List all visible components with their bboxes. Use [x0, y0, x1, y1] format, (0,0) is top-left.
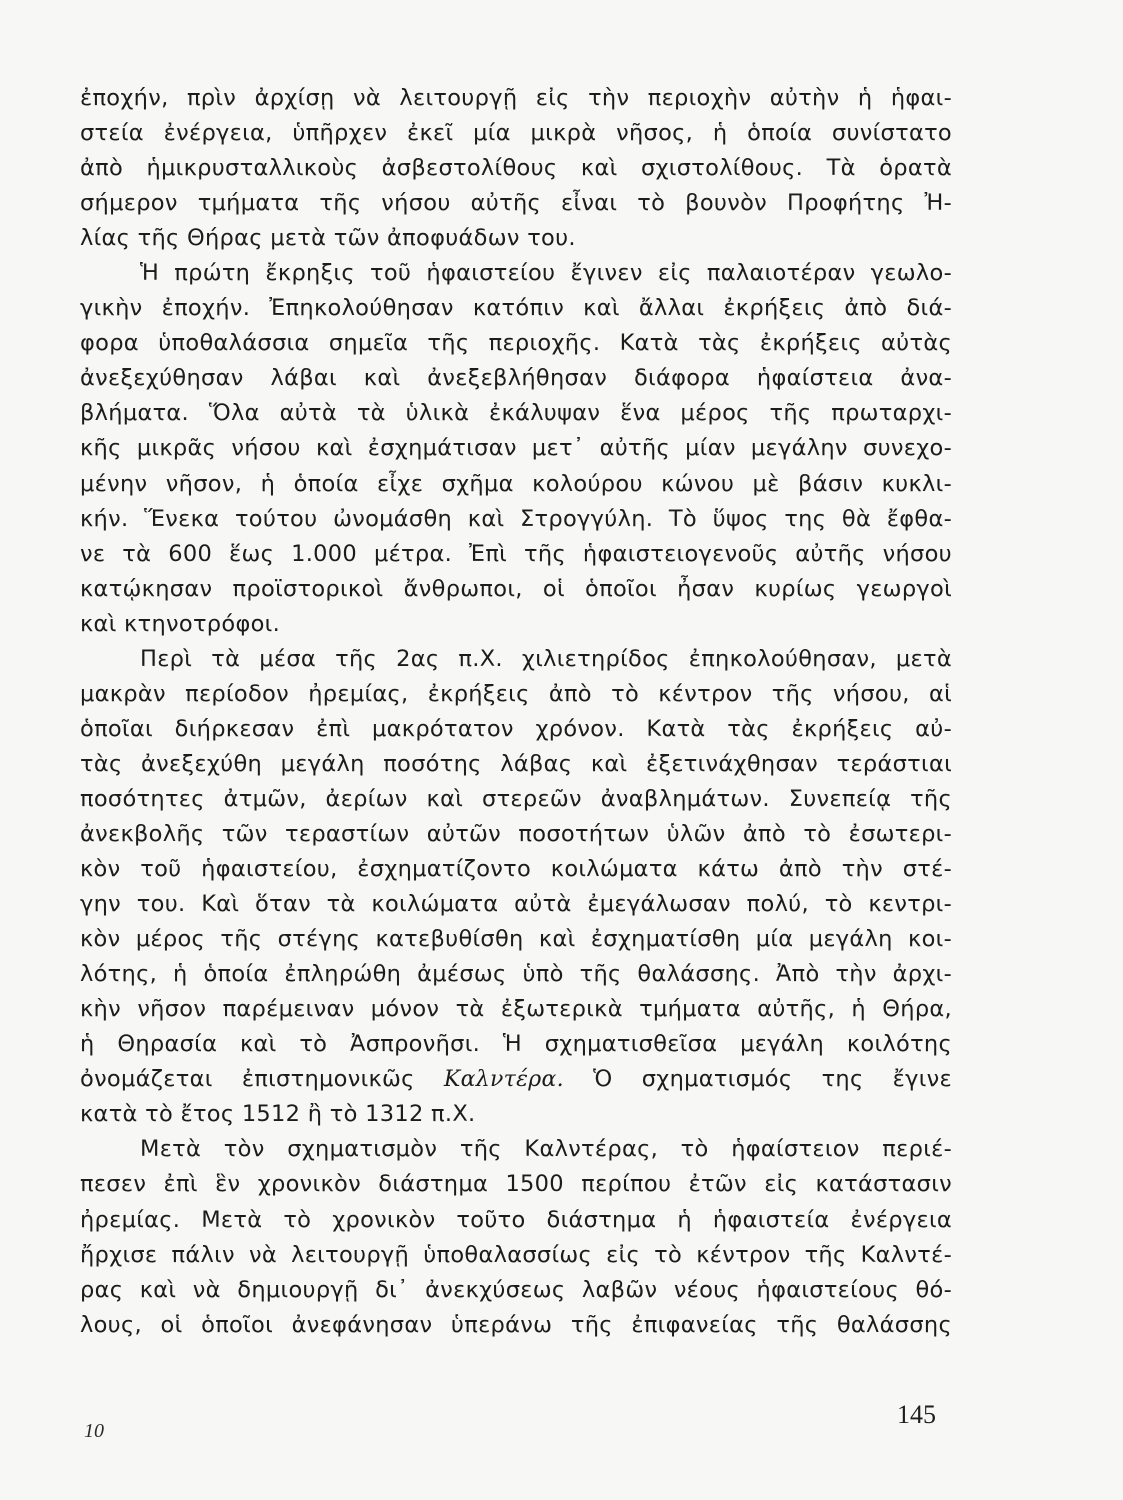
- text-line: ἤρχισε πάλιν νὰ λειτουργῇ ὑποθαλασσίως εἰς τὸ κέντρον τῆς Καλντέ-: [80, 1241, 952, 1268]
- text-line: λους, οἱ ὁποῖοι ἀνεφάνησαν ὑπεράνω τῆς ἐπιφανείας τῆς θαλάσσης: [80, 1311, 952, 1338]
- text-line: ποσότητες ἀτμῶν, ἀερίων καὶ στερεῶν ἀναβλημάτων. Συνεπείᾳ τῆς: [80, 785, 952, 812]
- text-line-with-italic: [80, 1062, 952, 1097]
- text-line: κὴν νῆσον παρέμειναν μόνον τὰ ἐξωτερικὰ τμήματα αὐτῆς, ἡ Θήρα,: [80, 996, 952, 1023]
- text-line: τὰς ἀνεξεχύθη μεγάλη ποσότης λάβας καὶ ἐξετινάχθησαν τεράστιαι: [80, 750, 952, 777]
- text-line: μένην νῆσον, ἡ ὁποία εἶχε σχῆμα κολούρου κώνου μὲ βάσιν κυκλι-: [80, 470, 952, 497]
- text-line: γην του. Καὶ ὅταν τὰ κοιλώματα αὐτὰ ἐμεγάλωσαν πολύ, τὸ κεντρι-: [80, 891, 952, 918]
- text-line: λότης, ἡ ὁποία ἐπληρώθη ἀμέσως ὑπὸ τῆς θαλάσσης. Ἀπὸ τὴν ἀρχι-: [80, 961, 952, 988]
- text-line: μακρὰν περίοδον ἠρεμίας, ἐκρήξεις ἀπὸ τὸ κέντρον τῆς νήσου, αἱ: [80, 680, 952, 707]
- text-line: ὁποῖαι διήρκεσαν ἐπὶ μακρότατον χρόνον. Κατὰ τὰς ἐκρήξεις αὐ-: [80, 715, 952, 742]
- text-line: ἀπὸ ἡμικρυσταλλικοὺς ἀσβεστολίθους καὶ σχιστολίθους. Τὰ ὁρατὰ: [80, 155, 952, 182]
- text-line: ἐποχήν, πρὶν ἀρχίσῃ νὰ λειτουργῇ εἰς τὴν περιοχὴν αὐτὴν ἡ ἡφαι-: [80, 85, 952, 111]
- italic-term: Καλντέρα.: [443, 1067, 564, 1093]
- text-line: ἀνεκβολῆς τῶν τεραστίων αὐτῶν ποσοτήτων ὑλῶν ἀπὸ τὸ ἐσωτερι-: [80, 820, 952, 847]
- text-line: κῆς μικρᾶς νήσου καὶ ἐσχημάτισαν μετ᾽ αὐτῆς μίαν μεγάλην συνεχο-: [80, 435, 952, 462]
- text-line: ἡ Θηρασία καὶ τὸ Ἀσπρονῆσι. Ἡ σχηματισθεῖσα μεγάλη κοιλότης: [80, 1031, 952, 1058]
- text-line: πεσεν ἐπὶ ἓν χρονικὸν διάστημα 1500 περίπου ἐτῶν εἰς κατάστασιν: [80, 1171, 952, 1198]
- text-line: σήμερον τμήματα τῆς νήσου αὐτῆς εἶναι τὸ βουνὸν Προφήτης Ἠ-: [80, 190, 952, 217]
- text-line: κήν. Ἕνεκα τούτου ὠνομάσθη καὶ Στρογγύλη. Τὸ ὕψος της θὰ ἔφθα-: [80, 505, 952, 532]
- text-line: κὸν τοῦ ἡφαιστείου, ἐσχηματίζοντο κοιλώματα κάτω ἀπὸ τὴν στέ-: [80, 856, 952, 883]
- text-line: Μετὰ τὸν σχηματισμὸν τῆς Καλντέρας, τὸ ἡφαίστειον περιέ-: [140, 1136, 952, 1163]
- text-line: στεία ἐνέργεια, ὑπῆρχεν ἐκεῖ μία μικρὰ νῆσος, ἡ ὁποία συνίστατο: [80, 120, 952, 147]
- text-line: Περὶ τὰ μέσα τῆς 2ας π.Χ. χιλιετηρίδος ἐπηκολούθησαν, μετὰ: [140, 645, 952, 672]
- text-line: κὸν μέρος τῆς στέγης κατεβυθίσθη καὶ ἐσχηματίσθη μία μεγάλη κοι-: [80, 926, 952, 953]
- text-line: Ἡ πρώτη ἔκρηξις τοῦ ἡφαιστείου ἔγινεν εἰς παλαιοτέραν γεωλο-: [140, 260, 952, 287]
- text-line: ρας καὶ νὰ δημιουργῇ δι᾽ ἀνεκχύσεως λαβῶν νέους ἡφαιστείους θό-: [80, 1276, 952, 1303]
- text-line: ἠρεμίας. Μετὰ τὸ χρονικὸν τοῦτο διάστημα ἡ ἡφαιστεία ἐνέργεια: [80, 1206, 952, 1233]
- text-line: νε τὰ 600 ἕως 1.000 μέτρα. Ἐπὶ τῆς ἡφαιστειογενοῦς αὐτῆς νήσου: [80, 540, 952, 567]
- text-line: λίας τῆς Θήρας μετὰ τῶν ἀποφυάδων του.: [80, 225, 576, 252]
- text-segment: ὀνομάζεται ἐπιστημονικῶς: [80, 1066, 415, 1093]
- signature-mark: 10: [84, 1420, 104, 1442]
- text-line: βλήματα. Ὅλα αὐτὰ τὰ ὑλικὰ ἐκάλυψαν ἕνα μέρος τῆς πρωταρχι-: [80, 400, 952, 427]
- text-line: γικὴν ἐποχήν. Ἐπηκολούθησαν κατόπιν καὶ ἄλλαι ἐκρήξεις ἀπὸ διά-: [80, 295, 952, 322]
- text-line: καὶ κτηνοτρόφοι.: [80, 610, 281, 637]
- page-number: 145: [897, 1400, 936, 1429]
- text-line: ἀνεξεχύθησαν λάβαι καὶ ἀνεξεβλήθησαν διάφορα ἡφαίστεια ἀνα-: [80, 365, 952, 392]
- text-line: φορα ὑποθαλάσσια σημεῖα τῆς περιοχῆς. Κατὰ τὰς ἐκρήξεις αὐτὰς: [80, 330, 952, 357]
- body-text: [80, 81, 952, 1343]
- text-segment: Ὁ σχηματισμός της ἔγινε: [593, 1066, 952, 1093]
- text-line: κατῴκησαν προϊστορικοὶ ἄνθρωποι, οἱ ὁποῖοι ἦσαν κυρίως γεωργοὶ: [80, 575, 952, 602]
- text-line: κατὰ τὸ ἔτος 1512 ἢ τὸ 1312 π.Χ.: [80, 1101, 476, 1128]
